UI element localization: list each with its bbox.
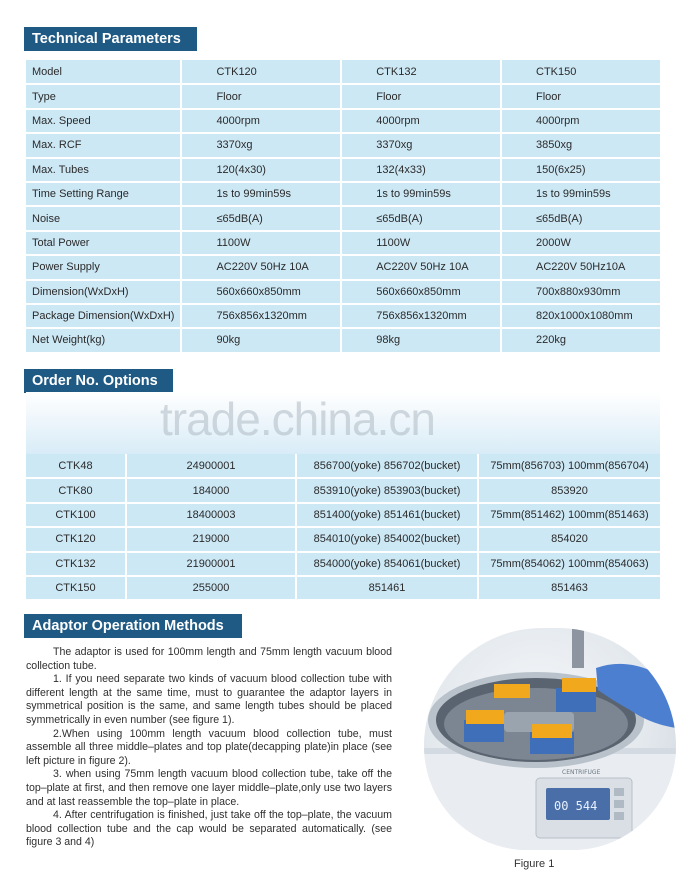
spec-value: AC220V 50Hz 10A [341,255,501,279]
adaptor-paragraph: 2.When using 100mm length vacuum blood collection tube, must assemble all three middle–plates and top plate(decapping plate)in place (see left picture in figure 2). [26,727,392,767]
order-cell: 75mm(856703) 100mm(856704) [478,454,660,478]
spec-row [26,280,660,304]
spec-value: 4000rpm [501,109,660,133]
spec-value: ≤65dB(A) [341,206,501,230]
order-cell: 18400003 [126,503,296,527]
spec-value: 3370xg [181,133,341,157]
spec-value: 1s to 99min59s [501,182,660,206]
adaptor [466,710,504,724]
spec-label: Dimension(WxDxH) [26,280,181,304]
order-cell: 184000 [126,478,296,502]
spec-label: Time Setting Range [26,182,181,206]
order-cell: 24900001 [126,454,296,478]
order-cell: 21900001 [126,552,296,576]
order-cell: CTK80 [26,478,126,502]
spec-value: CTK120 [181,60,341,84]
order-cell: 75mm(854062) 100mm(854063) [478,552,660,576]
display-label: CENTRIFUGE [562,769,601,776]
technical-parameters-heading: Technical Parameters [24,27,197,51]
adaptor-instructions [26,646,392,850]
panel-button [614,800,624,808]
spec-value: 560x660x850mm [181,280,341,304]
spec-value: 1s to 99min59s [181,182,341,206]
lcd-readout: 00 544 [554,799,598,813]
order-cell: 851461 [296,576,478,600]
spec-value: 820x1000x1080mm [501,304,660,328]
order-cell: CTK100 [26,503,126,527]
technical-parameters-table [26,60,660,354]
order-row [26,503,660,527]
spec-row [26,158,660,182]
order-cell: 853920 [478,478,660,502]
order-cell: 75mm(851462) 100mm(851463) [478,503,660,527]
spec-row [26,84,660,108]
spec-value: ≤65dB(A) [181,206,341,230]
order-row [26,454,660,478]
order-row [26,478,660,502]
order-cell: 255000 [126,576,296,600]
adaptor-paragraph: The adaptor is used for 100mm length and 75mm length vacuum blood collection tube. [26,646,392,672]
order-row [26,552,660,576]
adaptor [494,684,530,698]
spec-value: 756x856x1320mm [181,304,341,328]
spec-value: 560x660x850mm [341,280,501,304]
panel-button [614,812,624,820]
adaptor-paragraph: 4. After centrifugation is finished, just take off the top–plate, the vacuum blood collection tube and the cap would be separated automatically. (see figure 3 and 4) [26,809,392,849]
order-cell: 851400(yoke) 851461(bucket) [296,503,478,527]
spec-value: 756x856x1320mm [341,304,501,328]
spec-value: CTK132 [341,60,501,84]
order-cell: 853910(yoke) 853903(bucket) [296,478,478,502]
order-cell: 219000 [126,527,296,551]
order-cell: CTK132 [26,552,126,576]
spec-value: 4000rpm [181,109,341,133]
spec-value: Floor [501,84,660,108]
order-cell: 856700(yoke) 856702(bucket) [296,454,478,478]
adaptor-methods-heading: Adaptor Operation Methods [24,614,242,638]
order-cell: 854010(yoke) 854002(bucket) [296,527,478,551]
spec-value: AC220V 50Hz10A [501,255,660,279]
spec-label: Package Dimension(WxDxH) [26,304,181,328]
spec-row [26,60,660,84]
adaptor [532,724,572,738]
spec-value: 120(4x30) [181,158,341,182]
figure-caption: Figure 1 [514,858,555,870]
spec-label: Power Supply [26,255,181,279]
order-cell: CTK120 [26,527,126,551]
spec-value: 700x880x930mm [501,280,660,304]
order-cell: 854020 [478,527,660,551]
centrifuge-photo [424,628,676,850]
spec-value: 2000W [501,231,660,255]
adaptor [562,678,596,692]
spec-value: AC220V 50Hz 10A [181,255,341,279]
order-cell: CTK48 [26,454,126,478]
spec-row [26,231,660,255]
spec-row [26,133,660,157]
spec-value: 132(4x33) [341,158,501,182]
spec-label: Net Weight(kg) [26,328,181,352]
spec-label: Max. Tubes [26,158,181,182]
watermark: trade.china.cn [160,393,435,445]
spec-value: 3370xg [341,133,501,157]
spec-label: Max. RCF [26,133,181,157]
spec-row [26,182,660,206]
spec-label: Type [26,84,181,108]
spec-value: 3850xg [501,133,660,157]
spec-label: Total Power [26,231,181,255]
spec-value: 1100W [341,231,501,255]
spec-row [26,206,660,230]
adaptor-paragraph: 3. when using 75mm length vacuum blood collection tube, take off the top–plate at first, and then remove one layer middle–plate,only use two layers and at last reassemble the top–plate in place. [26,768,392,808]
spec-label: Model [26,60,181,84]
spec-value: ≤65dB(A) [501,206,660,230]
order-options-heading: Order No. Options [24,369,173,393]
centrifuge-illustration [424,628,676,850]
spec-row [26,304,660,328]
adaptor-paragraph: 1. If you need separate two kinds of vacuum blood collection tube with different length at the same time, must to guarantee the adaptor layers in symmetrical position is the same, and same length tubes should be placed symmetrically in even number (see figure 1). [26,673,392,726]
panel-button [614,788,624,796]
spec-value: 1s to 99min59s [341,182,501,206]
spec-row [26,328,660,352]
spec-value: 150(6x25) [501,158,660,182]
spec-value: Floor [181,84,341,108]
spec-value: 220kg [501,328,660,352]
spec-row [26,255,660,279]
spec-row [26,109,660,133]
order-cell: 854000(yoke) 854061(bucket) [296,552,478,576]
spec-label: Max. Speed [26,109,181,133]
spec-value: 90kg [181,328,341,352]
order-cell: 851463 [478,576,660,600]
spec-value: 1100W [181,231,341,255]
lid-hinge [572,628,584,668]
spec-value: Floor [341,84,501,108]
spec-value: 4000rpm [341,109,501,133]
order-cell: CTK150 [26,576,126,600]
spec-label: Noise [26,206,181,230]
order-row [26,576,660,600]
order-options-table [26,454,660,601]
spec-value: CTK150 [501,60,660,84]
order-row [26,527,660,551]
spec-value: 98kg [341,328,501,352]
